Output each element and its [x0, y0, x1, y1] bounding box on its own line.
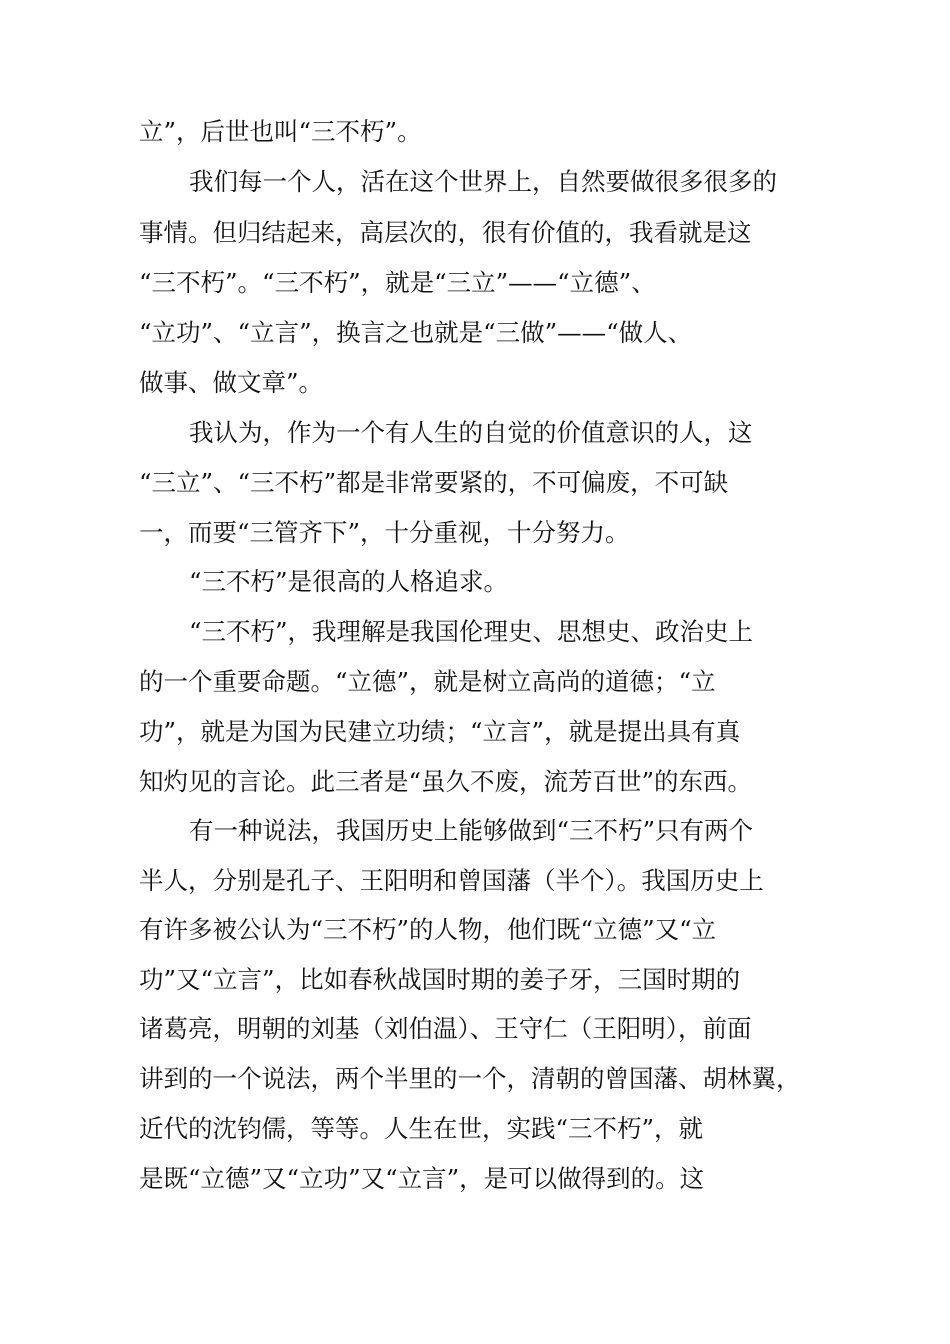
- text-line-1: 立”，后世也叫“三不朽”。: [139, 117, 422, 146]
- text-line-21: 近代的沈钧儒，等等。人生在世，实践“三不朽”，就: [139, 1114, 704, 1143]
- text-line-19: 诸葛亮，明朝的刘基（刘伯温）、王守仁（王阳明），前面: [139, 1014, 752, 1043]
- text-line-9: 一，而要“三管齐下”，十分重视，十分努力。: [139, 518, 630, 547]
- text-line-13: 功”，就是为国为民建立功绩；“立言”，就是提出具有真: [139, 717, 741, 746]
- text-line-11: “三不朽”，我理解是我国伦理史、思想史、政治史上: [189, 617, 754, 646]
- text-line-20: 讲到的一个说法，两个半里的一个，清朝的曾国藩、胡林翼，: [139, 1064, 801, 1093]
- text-line-18: 功”又“立言”，比如春秋战国时期的姜子牙，三国时期的: [139, 965, 741, 994]
- text-line-8: “三立”、“三不朽”都是非常要紧的，不可偏废，不可缺: [139, 468, 729, 497]
- text-line-17: 有许多被公认为“三不朽”的人物，他们既“立德”又“立: [139, 915, 717, 944]
- text-line-12: 的一个重要命题。“立德”，就是树立高尚的道德；“立: [139, 667, 716, 696]
- text-line-16: 半人，分别是孔子、王阳明和曾国藩（半个）。我国历史上: [139, 866, 764, 895]
- text-line-6: 做事、做文章”。: [139, 368, 324, 397]
- text-line-14: 知灼见的言论。此三者是“虽久不废，流芳百世”的东西。: [139, 767, 753, 796]
- text-line-10: “三不朽”是很高的人格追求。: [189, 567, 509, 596]
- text-line-3: 事情。但归结起来，高层次的，很有价值的，我看就是这: [139, 218, 752, 247]
- text-line-2: 我们每一个人，活在这个世界上，自然要做很多很多的: [189, 167, 777, 196]
- text-line-7: 我认为，作为一个有人生的自觉的价值意识的人，这: [189, 418, 753, 447]
- text-line-15: 有一种说法，我国历史上能够做到“三不朽”只有两个: [189, 816, 754, 845]
- text-line-4: “三不朽”。“三不朽”，就是“三立”——“立德”、: [139, 268, 656, 297]
- text-line-22: 是既“立德”又“立功”又“立言”，是可以做得到的。这: [139, 1164, 705, 1193]
- text-line-5: “立功”、“立言”，换言之也就是“三做”——“做人、: [139, 318, 693, 347]
